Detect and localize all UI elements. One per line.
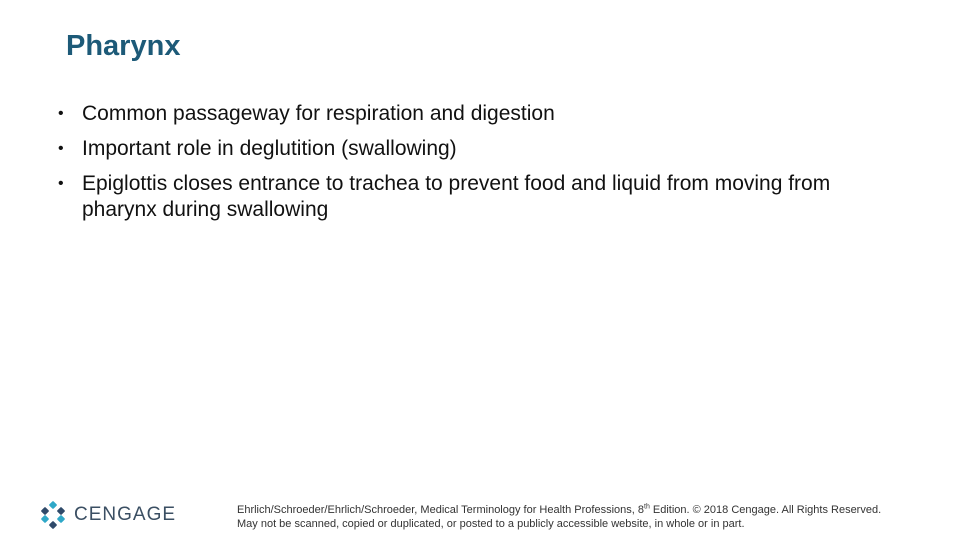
slide-title: Pharynx: [66, 30, 181, 62]
copyright-notice: May not be scanned, copied or duplicated, or posted to a publicly accessible website, in whole or in part.: [237, 518, 745, 530]
citation-line: [237, 503, 952, 517]
edition-superscript: th: [644, 503, 650, 511]
citation-rights-text: Edition. © 2018 Cengage. All Rights Reserved.: [649, 504, 882, 516]
bullet-text: Common passageway for respiration and digestion: [82, 102, 555, 125]
bullet-item: [58, 171, 908, 223]
citation-text: Ehrlich/Schroeder/Ehrlich/Schroeder, Medical Terminology for Health Professions, 8: [237, 504, 644, 516]
bullet-item: [58, 101, 908, 127]
bullet-list: [58, 101, 908, 232]
bullet-text: Epiglottis closes entrance to trachea to prevent food and liquid from moving from pharynx during swallowing: [82, 172, 831, 221]
cengage-logo: [38, 497, 176, 533]
bullet-marker: •: [58, 140, 64, 157]
cengage-logo-icon: [38, 500, 68, 530]
bullet-text: Important role in deglutition (swallowing): [82, 137, 457, 160]
bullet-marker: •: [58, 175, 64, 192]
bullet-marker: •: [58, 105, 64, 122]
cengage-wordmark: CENGAGE: [74, 504, 177, 525]
copyright-footer: [237, 503, 952, 531]
bullet-item: [58, 136, 908, 162]
